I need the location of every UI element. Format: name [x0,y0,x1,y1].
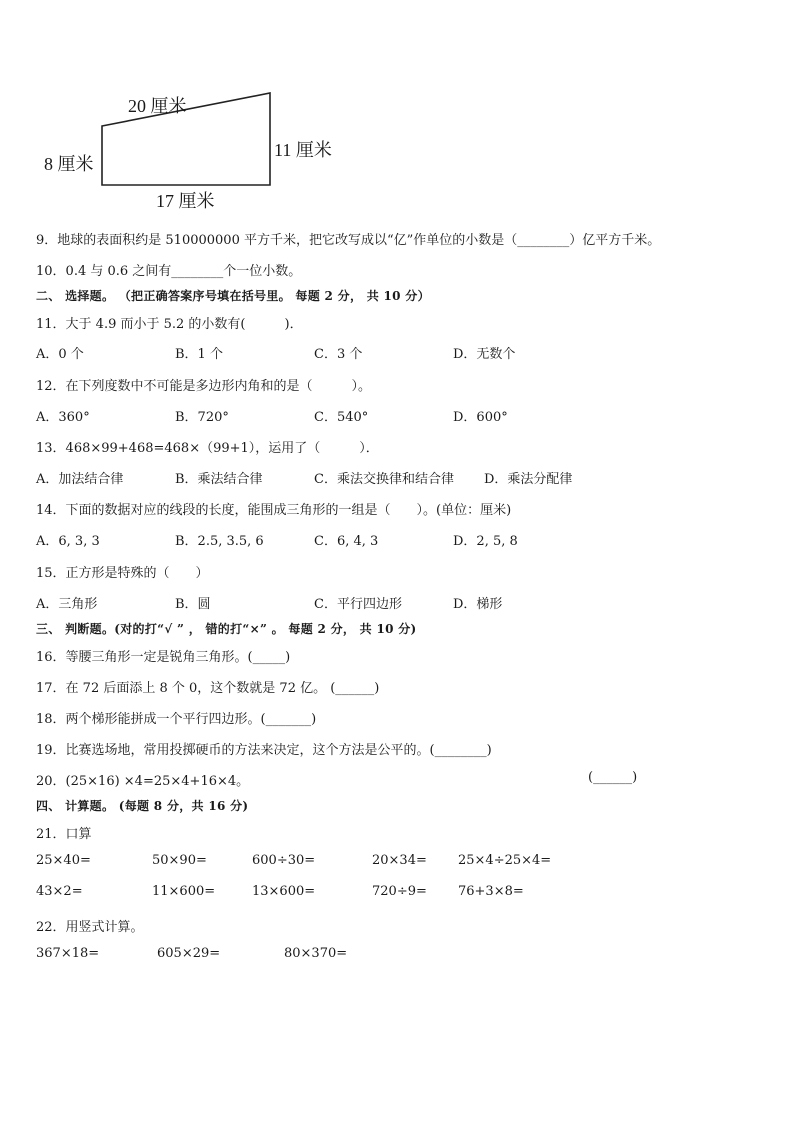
question-20: 20．(25×16) ×4=25×4+16×4。 [36,774,250,789]
option-b: B．720° [175,410,229,425]
question-16: 16．等腰三角形一定是锐角三角形。(_____) [36,650,291,665]
figure-right-label: 11 厘米 [274,140,332,160]
mental-math-item: 25×40= [36,853,91,868]
option-c: C．540° [314,410,369,425]
option-b: B．乘法结合律 [175,472,263,487]
option-a: A．加法结合律 [36,472,124,487]
question-11-options [36,343,736,361]
section-4-heading: 四、 计算题。 (每题 8 分，共 16 分) [36,799,249,813]
question-12: 12．在下列度数中不可能是多边形内角和的是（ ）。 [36,379,372,394]
figure-top-label: 20 厘米 [128,96,187,116]
question-14-options [36,530,736,548]
vertical-calc-item: 80×370= [284,946,348,961]
section-3-heading: 三、 判断题。(对的打“√ ” ， 错的打“×” 。 每题 2 分， 共 10 分) [36,622,417,636]
mental-math-row-2 [36,884,756,902]
mental-math-item: 720÷9= [372,884,427,899]
option-c: C．6, 4, 3 [314,534,379,549]
question-21: 21．口算 [36,827,92,842]
mental-math-row-1 [36,853,756,871]
option-d: D．2, 5, 8 [453,534,518,549]
option-b: B．1 个 [175,347,223,362]
option-d: D．乘法分配律 [484,472,573,487]
option-a: A．三角形 [36,597,98,612]
section-2-heading: 二、 选择题。 （把正确答案序号填在括号里。 每题 2 分， 共 10 分） [36,289,430,303]
mental-math-item: 20×34= [372,853,427,868]
option-a: A．0 个 [36,347,84,362]
option-a: A．360° [36,410,90,425]
option-d: D．600° [453,410,508,425]
option-b: B．圆 [175,597,211,612]
option-a: A．6, 3, 3 [36,534,100,549]
figure-bottom-label: 17 厘米 [156,191,215,211]
question-22: 22．用竖式计算。 [36,920,144,935]
mental-math-item: 25×4÷25×4= [458,853,552,868]
vertical-calc-item: 367×18= [36,946,100,961]
mental-math-item: 50×90= [152,853,207,868]
option-b: B．2.5, 3.5, 6 [175,534,264,549]
question-18: 18．两个梯形能拼成一个平行四边形。(_______) [36,712,317,727]
option-c: C．3 个 [314,347,363,362]
question-9: 9．地球的表面积约是 510000000 平方千米，把它改写成以“亿”作单位的小数是（________）亿平方千米。 [36,233,661,248]
question-12-options [36,406,736,424]
question-15: 15．正方形是特殊的（ ） [36,566,209,581]
option-c: C．乘法交换律和结合律 [314,472,454,487]
question-15-options [36,593,736,611]
question-17: 17．在 72 后面添上 8 个 0，这个数就是 72 亿。 (______) [36,681,380,696]
question-19: 19．比赛选场地，常用投掷硬币的方法来决定，这个方法是公平的。(________) [36,743,492,758]
question-20-answer-blank: (______) [588,770,638,785]
mental-math-item: 600÷30= [252,853,316,868]
mental-math-item: 76+3×8= [458,884,524,899]
figure-left-label: 8 厘米 [44,154,94,174]
option-c: C．平行四边形 [314,597,402,612]
question-13-options [36,468,756,486]
mental-math-item: 11×600= [152,884,216,899]
mental-math-item: 43×2= [36,884,83,899]
mental-math-item: 13×600= [252,884,316,899]
option-d: D．梯形 [453,597,503,612]
question-13: 13．468×99+468=468×（99+1），运用了（ ）． [36,441,379,456]
question-10: 10．0.4 与 0.6 之间有________个一位小数。 [36,264,302,279]
vertical-calc-row [36,946,756,964]
option-d: D．无数个 [453,347,516,362]
question-14: 14．下面的数据对应的线段的长度，能围成三角形的一组是（ ）。(单位：厘米) [36,503,512,518]
vertical-calc-item: 605×29= [157,946,221,961]
question-11: 11．大于 4.9 而小于 5.2 的小数有( )． [36,317,303,332]
